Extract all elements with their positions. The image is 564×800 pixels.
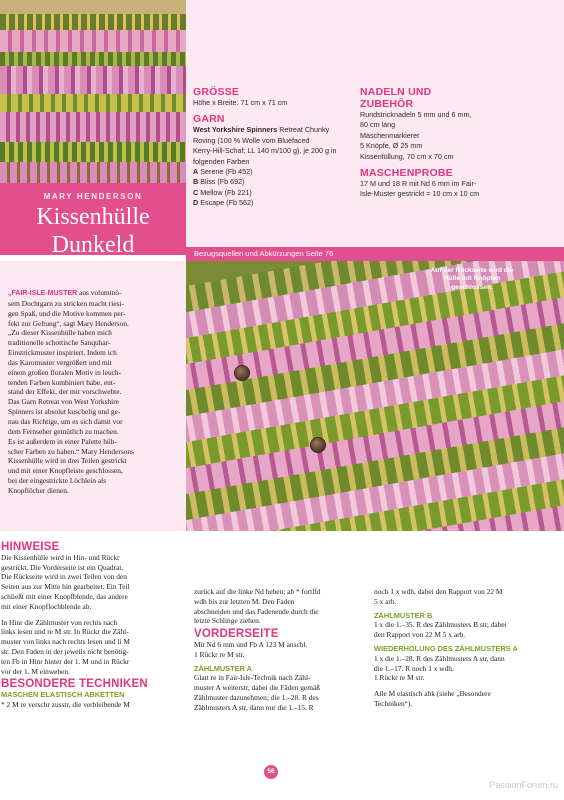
- pattern-title-line2: Dunkeld: [51, 232, 135, 258]
- intro-line: fekt zur Geltung“, sagt Mary Henderson.: [8, 318, 129, 328]
- garn-heading: GARN: [193, 113, 225, 126]
- nadeln-heading-line2: ZUBEHÖR: [360, 98, 414, 110]
- garn-line3: Kerry-Hill-Schaf; LL 140 m/100 g), je 200 g in: [193, 146, 337, 156]
- button-2: [310, 437, 326, 453]
- zaehlmuster-a-line: muster A weiterstr, dabei die Fäden gemäß: [194, 683, 320, 693]
- wiederholung-line: 1 x die 1.–28. R des Zählmusters A str, dann: [374, 653, 505, 663]
- button-1: [234, 365, 250, 381]
- wiederholung-line: die 1.–17. R noch 1 x wdh.: [374, 663, 454, 673]
- zaehlmuster-b-heading: ZÄHLMUSTER B: [374, 610, 433, 620]
- materials-column-right: [360, 86, 560, 200]
- intro-line: traditionelle schottische Sanquhar-: [8, 338, 111, 348]
- hinweise-line: links lesen und re M str. In Rückr die Zähl-: [1, 627, 129, 637]
- col2-line: wdh bis zur letzten M. Den Faden: [194, 596, 295, 606]
- hinweise-line: str. Den Faden in der jeweils nicht benötig-: [1, 646, 129, 656]
- color-item: B Bliss (Fb 692): [193, 177, 245, 187]
- techniken-subheading: MASCHEN ELASTISCH ABKETTEN: [1, 690, 125, 700]
- col2-line: zurück auf die linke Nd heben; ab * fortlfd: [194, 587, 321, 596]
- vorderseite-line: 1 Rückr re M str.: [194, 649, 245, 659]
- closing-line: Alle M elastisch abk (siehe „Besondere: [374, 689, 491, 699]
- hinweise-heading: HINWEISE: [1, 541, 60, 553]
- col2-line: abschneiden und das Fadenende durch die: [194, 606, 319, 616]
- intro-line: „Zu dieser Kissenhülle haben mich: [8, 328, 112, 338]
- intro-line: Es ist außerdem in einer Palette hüb-: [8, 436, 117, 446]
- knit-closeup-photo: [186, 261, 564, 531]
- nadeln-line: Maschenmarkierer: [360, 130, 420, 140]
- closing-line: Techniken“).: [374, 698, 413, 708]
- nadeln-line: Rundstricknadeln 5 mm und 6 mm,: [360, 110, 472, 119]
- color-item: C Mellow (Fb 221): [193, 187, 252, 197]
- intro-line: dem Fernseher gemütlich zu machen.: [8, 426, 119, 436]
- watermark: PassionForum.ru: [489, 780, 558, 790]
- groesse-heading: GRÖSSE: [193, 86, 240, 98]
- maschenprobe-line: 17 M und 18 R mit Nd 6 mm im Fair-: [360, 179, 477, 189]
- hinweise-line: gestrickt. Die Vorderseite ist ein Quadrat.: [1, 562, 124, 572]
- photo-caption: Auf der Rückseite wird die Hülle mit Knöpfen geschlossen.: [430, 267, 514, 291]
- author-name: MARY HENDERSON: [43, 192, 143, 201]
- page-number: 56: [264, 765, 278, 779]
- info-bar: Bezugsquellen und Abkürzungen Seite 76: [186, 247, 564, 261]
- garn-line1: West Yorkshire Spinners Retreat Chunky: [193, 125, 330, 135]
- nadeln-line: 80 cm lang: [360, 120, 396, 130]
- vorderseite-heading: VORDERSEITE: [194, 628, 279, 641]
- groesse-text: Höhe x Breite: 71 cm x 71 cm: [193, 98, 288, 107]
- maschenprobe-line: Isle-Muster gestrickt = 10 cm x 10 cm: [360, 189, 480, 199]
- zaehlmuster-a-line: Zählmusters A str, dann nur die 1.–15. R: [194, 702, 314, 712]
- hinweise-line: schließt mit einer Knopfblende, das andere: [1, 591, 128, 601]
- nadeln-heading-line1: NADELN UND: [360, 86, 432, 98]
- intro-line: bei der eingestrickte Löchlein als: [8, 476, 107, 486]
- hinweise-line: vor der 1. M einweben.: [1, 666, 70, 676]
- materials-column-left: [193, 86, 358, 209]
- maschenprobe-heading: MASCHENPROBE: [360, 167, 453, 180]
- vorderseite-line: Mit Nd 6 mm und Fb A 123 M anschl.: [194, 639, 308, 649]
- garn-line2: Roving (100 % Wolle vom Bluefaced: [193, 135, 310, 145]
- title-block: [0, 183, 186, 258]
- techniken-heading: BESONDERE TECHNIKEN: [1, 678, 148, 691]
- intro-line: Einstrickmuster inspiriert. Indem ich: [8, 348, 117, 358]
- instructions-column-2: [194, 587, 364, 713]
- intro-line: Spinners ist absolut kuschelig und ge-: [8, 407, 121, 417]
- garn-line4: folgenden Farben: [193, 156, 250, 166]
- intro-line: nau das Richtige, um es sich damit vor: [8, 416, 123, 426]
- intro-line: Knopflöcher dienen.: [8, 485, 69, 495]
- hinweise-line: ten Fb in Hinr hinter der 1. M und in Rückr: [1, 656, 130, 666]
- intro-line: sem Dochtgarn zu stricken macht riesi-: [8, 298, 124, 308]
- intro-line: und mit einer Knopfleiste geschlossen,: [8, 466, 123, 476]
- techniken-line: * 2 M re verschr zusstr, die verbleibende M: [1, 699, 130, 709]
- hinweise-line: mit einer Knopflochblende ab.: [1, 601, 92, 611]
- nadeln-line: 5 Knöpfe, Ø 25 mm: [360, 141, 423, 151]
- hinweise-column: [0, 543, 186, 710]
- col2-line: letzte Schlinge ziehen.: [194, 616, 261, 626]
- intro-line: tenden Farben kombiniert habe, ent-: [8, 377, 116, 387]
- hinweise-line: Die Kissenhülle wird in Hin- und Rückr: [1, 552, 120, 562]
- intro-line: das Karomuster vergrößert und mit: [8, 357, 112, 367]
- intro-line: scher Farben zu haben.“ Mary Hendersons: [8, 446, 135, 456]
- nadeln-line: Kissenfüllung, 70 cm x 70 cm: [360, 151, 454, 161]
- col3-line: 5 x arb.: [374, 596, 397, 606]
- zaehlmuster-a-line: Zählmuster dazunehmen; die 1.–28. R des: [194, 692, 319, 702]
- intro-line: Kissenhülle wird in drei Teilen gestrickt: [8, 456, 127, 466]
- zaehlmuster-a-line: Glatt re in Fair-Isle-Technik nach Zähl-: [194, 673, 311, 683]
- pattern-title-line1: Kissenhülle: [36, 204, 150, 230]
- zaehlmuster-b-line: 1 x die 1.–35. R des Zählmusters B str, dabei: [374, 620, 507, 630]
- color-item: A Serene (Fb 452): [193, 167, 253, 177]
- intro-line: „FAIR-ISLE-MUSTER aus voluminö-: [8, 288, 122, 297]
- wiederholung-heading: WIEDERHOLUNG DES ZÄHLMUSTERS A: [374, 643, 518, 653]
- hinweise-line: Die Rückseite wird in zwei Teilen von den: [1, 572, 127, 582]
- intro-line: einem großen floralen Motiv in leuch-: [8, 367, 122, 377]
- intro-text: [8, 288, 181, 496]
- zaehlmuster-a-heading: ZÄHLMUSTER A: [194, 663, 253, 673]
- hinweise-line: muster von links nach rechts lesen und li M: [1, 637, 130, 647]
- color-item: D Escape (Fb 562): [193, 198, 254, 208]
- col3-line: noch 1 x wdh, dabei den Rapport von 22 M: [374, 587, 503, 596]
- intro-line: Das Garn Retreat von West Yorkshire: [8, 397, 119, 407]
- instructions-column-3: [374, 587, 560, 709]
- garn-brand: West Yorkshire Spinners: [193, 125, 278, 135]
- intro-line: gen Spaß, und die Motive kommen per-: [8, 308, 126, 318]
- hinweise-line: Seiten aus zur Mitte hin gearbeitet. Ein Teil: [1, 582, 130, 592]
- hinweise-line: In Hinr die Zählmuster von rechts nach: [1, 617, 118, 627]
- wiederholung-line: 1 Rückr re M str.: [374, 673, 425, 683]
- pillow-photo: [0, 0, 186, 183]
- zaehlmuster-b-line: den Rapport von 22 M 5 x arb.: [374, 630, 466, 640]
- intro-line: stand der Effekt, der mir vorschwebte.: [8, 387, 122, 397]
